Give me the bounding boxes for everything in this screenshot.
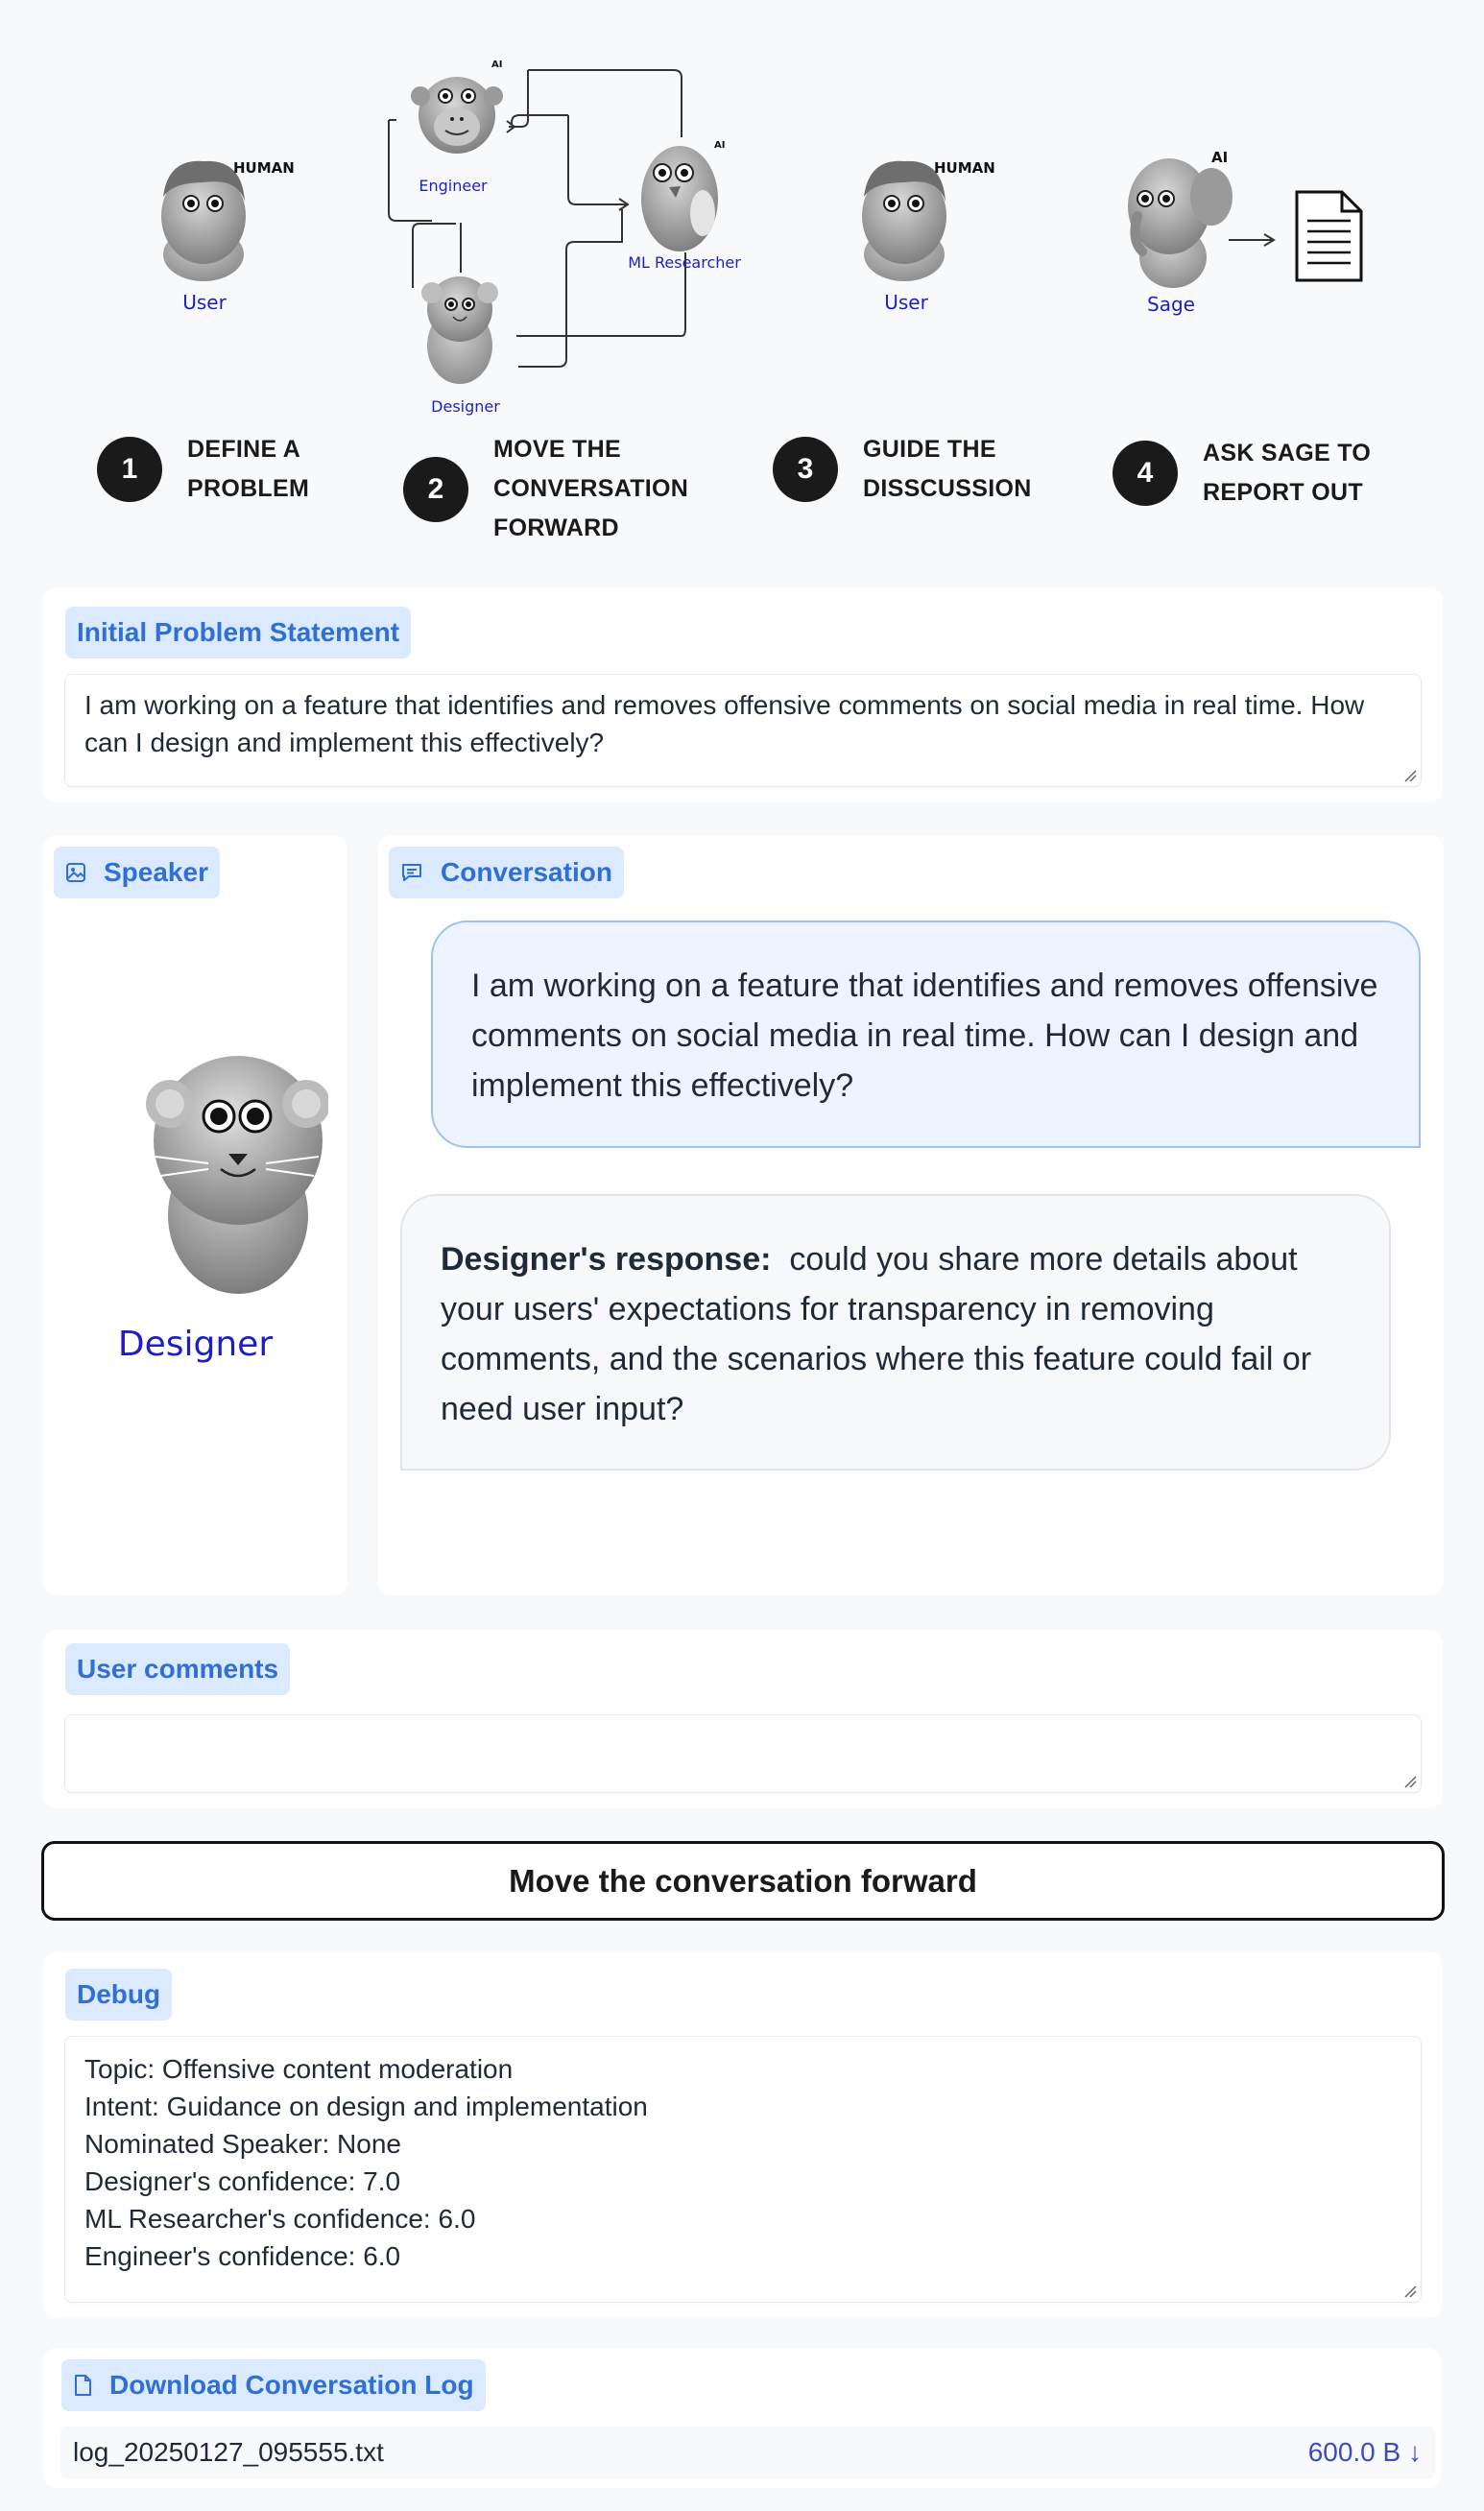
comments-panel	[43, 1630, 1443, 1808]
arrow-right-icon	[1229, 234, 1274, 246]
designer-message-bubble	[400, 1194, 1391, 1471]
step-label: MOVE THE CONVERSATION FORWARD	[493, 436, 689, 541]
problem-panel	[43, 587, 1443, 802]
conversation-label: Conversation	[389, 847, 624, 898]
comments-input[interactable]	[64, 1714, 1422, 1793]
step-1	[97, 430, 309, 509]
download-label: Download Conversation Log	[61, 2359, 486, 2411]
download-arrow-icon[interactable]: ↓	[1408, 2437, 1422, 2467]
download-file-link[interactable]	[60, 2427, 1435, 2478]
image-icon	[65, 862, 86, 883]
engineer-avatar	[411, 77, 503, 154]
speaker-label: Speaker	[54, 847, 220, 898]
step-label: ASK SAGE TO REPORT OUT	[1203, 440, 1372, 506]
file-size[interactable]: 600.0 B ↓	[1307, 2437, 1422, 2467]
user-label: User	[884, 291, 928, 314]
resize-handle-icon[interactable]	[1403, 769, 1417, 782]
chat-icon	[400, 862, 423, 883]
ai-tag: AI	[1211, 149, 1229, 166]
designer-avatar-small	[421, 276, 498, 384]
speaker-panel	[43, 835, 347, 1595]
human-tag: HUMAN	[934, 159, 995, 177]
debug-output[interactable]: Topic: Offensive content moderation Intent: Guidance on design and implementation Nominated Speaker: None Designer's confidence: 7.0 ML Researcher's confidence: 6.0 Engineer's confidence: 6.0	[64, 2036, 1422, 2303]
ai-tag: AI	[491, 60, 503, 70]
step-label: GUIDE THE DISSCUSSION	[863, 436, 1032, 502]
debug-panel	[43, 1951, 1443, 2318]
ml-researcher-avatar	[641, 146, 718, 251]
workflow-diagram	[0, 0, 1484, 576]
resize-handle-icon[interactable]	[1403, 2284, 1417, 2298]
human-tag: HUMAN	[233, 159, 295, 177]
step-number: 3	[773, 437, 838, 502]
ml-researcher-label: ML Researcher	[628, 253, 741, 272]
user-message-bubble: I am working on a feature that identifies and removes offensive comments on social media in real time. How can I design and implement this effectively?	[431, 921, 1421, 1148]
diagram-graphics	[0, 0, 1484, 442]
response-prefix: Designer's response:	[441, 1241, 772, 1278]
file-name[interactable]: log_20250127_095555.txt	[73, 2437, 384, 2467]
response-text: could you share more details about your users' expectations for transparency in removing comments, and the scenarios where this feature could fail or need user input?	[441, 1241, 1312, 1427]
user-avatar-3	[862, 161, 946, 281]
sage-avatar	[1128, 158, 1233, 288]
debug-label: Debug	[65, 1969, 172, 2021]
user-label: User	[182, 291, 227, 314]
step-4	[1113, 434, 1371, 513]
user-avatar-1	[161, 161, 246, 281]
comments-label: User comments	[65, 1643, 290, 1695]
step-2	[403, 430, 688, 548]
step-number: 4	[1113, 441, 1178, 506]
speaker-name: Designer	[117, 1325, 274, 1364]
problem-input[interactable]: I am working on a feature that identifies and removes offensive comments on social media in real time. How can I design and implement this effectively?	[64, 674, 1422, 787]
step-number: 2	[403, 457, 468, 522]
engineer-label: Engineer	[419, 177, 488, 195]
step-number: 1	[97, 437, 162, 502]
problem-label: Initial Problem Statement	[65, 607, 411, 658]
document-icon	[1297, 192, 1361, 280]
sage-label: Sage	[1147, 293, 1195, 316]
file-icon	[73, 2374, 92, 2397]
step-3	[773, 430, 1032, 509]
resize-handle-icon[interactable]	[1403, 1775, 1417, 1788]
move-forward-button[interactable]: Move the conversation forward	[41, 1841, 1445, 1921]
step-label: DEFINE A PROBLEM	[187, 436, 310, 502]
designer-label: Designer	[431, 397, 500, 416]
designer-avatar-large	[136, 1056, 328, 1305]
ai-tag: AI	[714, 140, 726, 151]
